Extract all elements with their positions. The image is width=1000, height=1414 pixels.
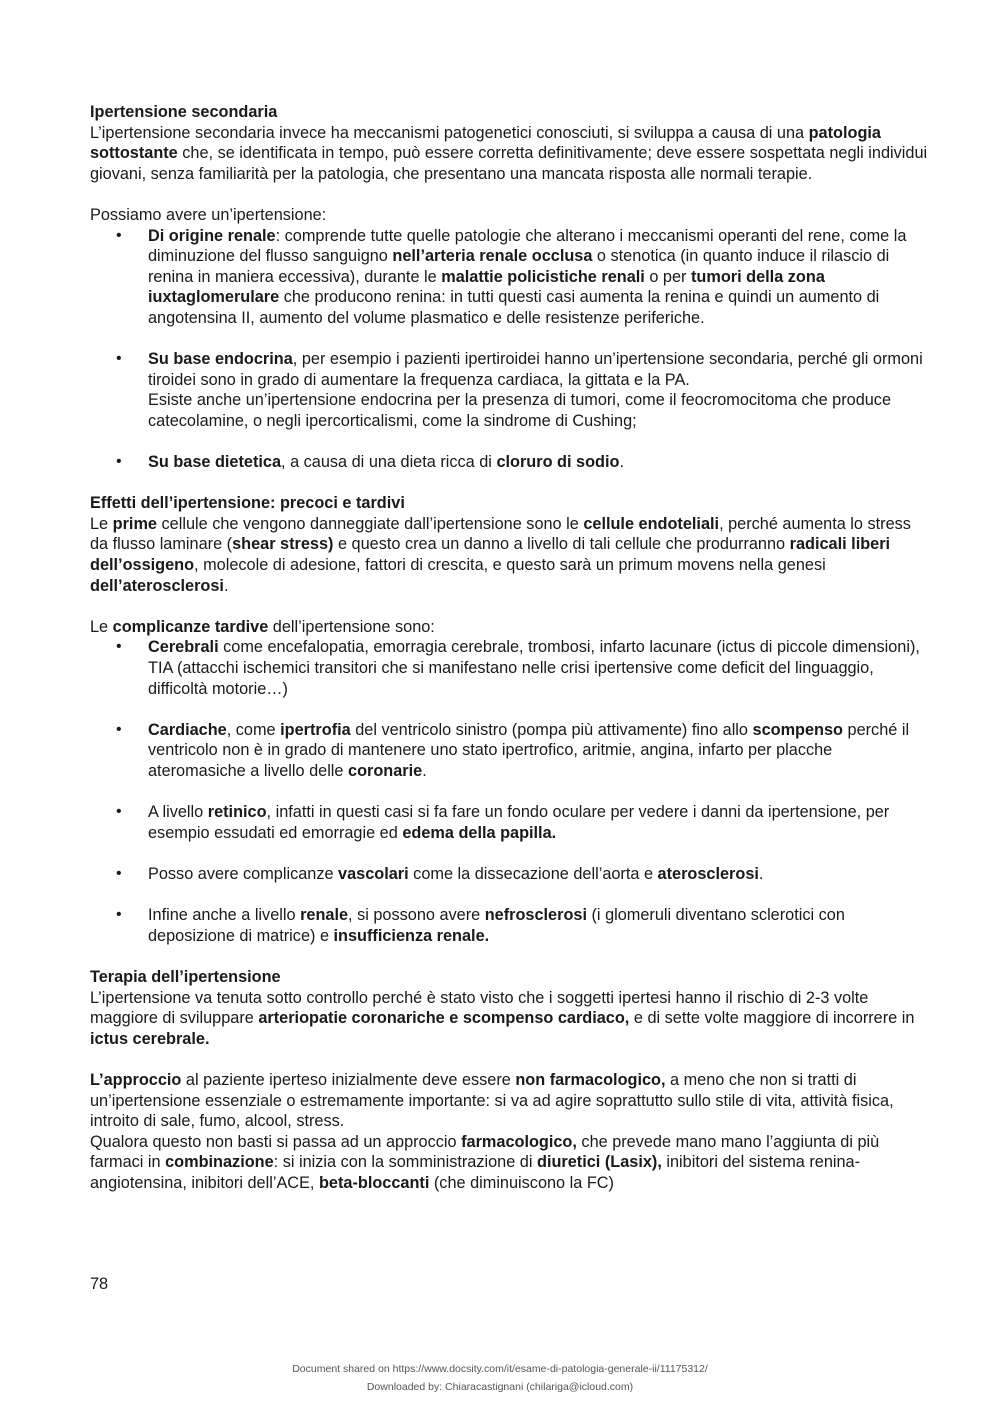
paragraph: Le prime cellule che vengono danneggiate dall’ipertensione sono le cellule endoteliali, perché aumenta lo stress da flusso laminare (shear stress) e questo crea un danno a livello di tali cellule che produrranno radicali liberi dell’ossigeno, molecole di adesione, fattori di crescita, e questo sarà un primum movens nella genesi dell’aterosclerosi. bbox=[90, 514, 911, 595]
bold-text: complicanze tardive bbox=[112, 617, 269, 636]
section-title: Terapia dell’ipertensione bbox=[90, 967, 281, 986]
bold-text: farmacologico, bbox=[461, 1132, 577, 1151]
bold-text: arteriopatie coronariche e scompenso cardiaco, bbox=[258, 1009, 630, 1028]
bold-text: radicali liberi dell’ossigeno bbox=[90, 535, 891, 575]
list-intro: Le complicanze tardive dell’ipertensione sono: bbox=[90, 617, 435, 636]
bold-text: tumori della zona iuxtaglomerulare bbox=[148, 267, 825, 307]
document-page bbox=[90, 102, 930, 1193]
bold-text: prime bbox=[112, 514, 157, 533]
bold-text: insufficienza renale. bbox=[333, 926, 490, 945]
bullet-icon: • bbox=[116, 638, 122, 656]
section-title: Ipertensione secondaria bbox=[90, 103, 278, 121]
bold-text: beta-bloccanti bbox=[318, 1173, 430, 1192]
list-intro: Possiamo avere un’ipertensione: bbox=[90, 205, 327, 224]
bold-text: combinazione bbox=[165, 1153, 274, 1172]
bold-text: Cerebrali bbox=[148, 638, 219, 657]
list-item: • Su base dietetica, a causa di una dieta ricca di cloruro di sodio. bbox=[116, 453, 624, 472]
paragraph: L’approccio al paziente iperteso inizialmente deve essere non farmacologico, a meno che non si tratti di un’ipertensione essenziale o estremamente importante: si va ad agire soprattutto sullo stile di vita, attività fisica, introito di sale, fumo, alcool, stress. Qualora questo non basti si passa ad un approccio farmacologico, che prevede mano mano l’aggiunta di più farmaci in combinazione: si inizia con la somministrazione di diuretici (Lasix), inibitori del sistema renina-angiotensina, inibitori dell’ACE, beta-bloccanti (che diminuiscono la FC) bbox=[90, 1070, 894, 1192]
list-item: • Infine anche a livello renale, si possono avere nefrosclerosi (i glomeruli diventano sclerotici con deposizione di matrice) e insufficienza renale. bbox=[116, 906, 845, 945]
footer-downloaded-line: Downloaded by: Chiaracastignani (chilariga@icloud.com) bbox=[366, 1381, 634, 1393]
page-number: 78 bbox=[90, 1275, 109, 1293]
list-item: • Su base endocrina, per esempio i pazienti ipertiroidei hanno un’ipertensione secondaria, perché gli ormoni tiroidei sono in grado di aumentare la frequenza cardiaca, la gittata e la PA. Esiste anche un’ipertensione endocrina per la presenza di tumori, come il feocromocitoma che produce catecolamine, o negli ipercorticalismi, come la sindrome di Cushing; bbox=[116, 350, 923, 430]
bold-text: diuretici (Lasix), bbox=[537, 1153, 662, 1172]
bold-text: cellule endoteliali bbox=[583, 514, 720, 533]
bold-text: renale bbox=[300, 906, 349, 925]
bullet-icon: • bbox=[116, 864, 122, 882]
bold-text: scompenso bbox=[752, 720, 843, 739]
bullet-icon: • bbox=[116, 226, 122, 244]
list-item: • A livello retinico, infatti in questi casi si fa fare un fondo oculare per vedere i danni da ipertensione, per esempio essudati ed emorragie ed edema della papilla. bbox=[116, 803, 890, 842]
paragraph: L’ipertensione secondaria invece ha meccanismi patogenetici conosciuti, si sviluppa a causa di una patologia sottostante che, se identificata in tempo, può essere corretta definitivamente; deve essere sospettata negli individui giovani, senza familiarità per la patologia, che presentano una mancata risposta alle normali terapie. bbox=[90, 123, 928, 183]
paragraph: L’ipertensione va tenuta sotto controllo perché è stato visto che i soggetti ipertesi hanno il rischio di 2-3 volte maggiore di sviluppare arteriopatie coronariche e scompenso cardiaco, e di sette volte maggiore di incorrere in ictus cerebrale. bbox=[90, 988, 915, 1048]
bullet-icon: • bbox=[116, 350, 122, 368]
list-item: • Posso avere complicanze vascolari come la dissecazione dell’aorta e aterosclerosi. bbox=[116, 864, 764, 883]
bold-text: Di origine renale bbox=[148, 226, 276, 245]
bullet-icon: • bbox=[116, 906, 122, 924]
bold-text: Su base dietetica bbox=[148, 453, 282, 472]
bullet-list bbox=[90, 226, 930, 473]
bold-text: cloruro di sodio bbox=[496, 453, 620, 472]
bullet-list bbox=[90, 637, 930, 946]
section-title: Effetti dell’ipertensione: precoci e tardivi bbox=[90, 494, 405, 513]
bold-text: coronarie bbox=[348, 762, 423, 780]
bold-text: Cardiache bbox=[148, 720, 227, 739]
bold-text: edema della papilla. bbox=[402, 823, 557, 842]
list-item: • Di origine renale: comprende tutte quelle patologie che alterano i meccanismi operanti del rene, come la diminuzione del flusso sanguigno nell’arteria renale occlusa o stenotica (in quanto induce il rilascio di renina in maniera eccessiva), durante le malattie policistiche renali o per tumori della zona iuxtaglomerulare che producono renina: in tutti questi casi aumenta la renina e quindi un aumento di angotensina II, aumento del volume plasmatico e delle resistenze periferiche. bbox=[116, 226, 907, 327]
footer-shared-line: Document shared on https://www.docsity.com/it/esame-di-patologia-generale-ii/11175312/ bbox=[292, 1363, 708, 1375]
bold-text: nefrosclerosi bbox=[484, 906, 587, 925]
bold-text: non farmacologico, bbox=[515, 1070, 666, 1089]
list-item: • Cardiache, come ipertrofia del ventricolo sinistro (pompa più attivamente) fino allo scompenso perché il ventricolo non è in grado di mantenere uno stato ipertrofico, aritmie, angina, infarto per placche ateromasiche a livello delle coronarie. bbox=[116, 720, 910, 780]
bold-text: retinico bbox=[207, 803, 267, 822]
bullet-icon: • bbox=[116, 720, 122, 738]
bold-text: aterosclerosi bbox=[657, 864, 759, 883]
list-item: • Cerebrali come encefalopatia, emorragia cerebrale, trombosi, infarto lacunare (ictus di piccole dimensioni), TIA (attacchi ischemici transitori che si manifestano nelle crisi ipertensive come deficit del linguaggio, difficoltà motorie…) bbox=[116, 638, 920, 698]
bold-text: L’approccio bbox=[90, 1070, 182, 1089]
bullet-icon: • bbox=[116, 803, 122, 821]
bold-text: ictus cerebrale. bbox=[90, 1029, 210, 1048]
bold-text: dell’aterosclerosi bbox=[90, 576, 224, 595]
bold-text: ipertrofia bbox=[280, 720, 351, 739]
bold-text: patologia sottostante bbox=[90, 123, 881, 163]
bold-text: shear stress) bbox=[232, 535, 334, 554]
bullet-icon: • bbox=[116, 453, 122, 471]
bold-text: nell’arteria renale occlusa bbox=[392, 247, 593, 266]
bold-text: malattie policistiche renali bbox=[441, 267, 645, 286]
bold-text: vascolari bbox=[338, 864, 409, 883]
bold-text: Su base endocrina bbox=[148, 350, 293, 369]
